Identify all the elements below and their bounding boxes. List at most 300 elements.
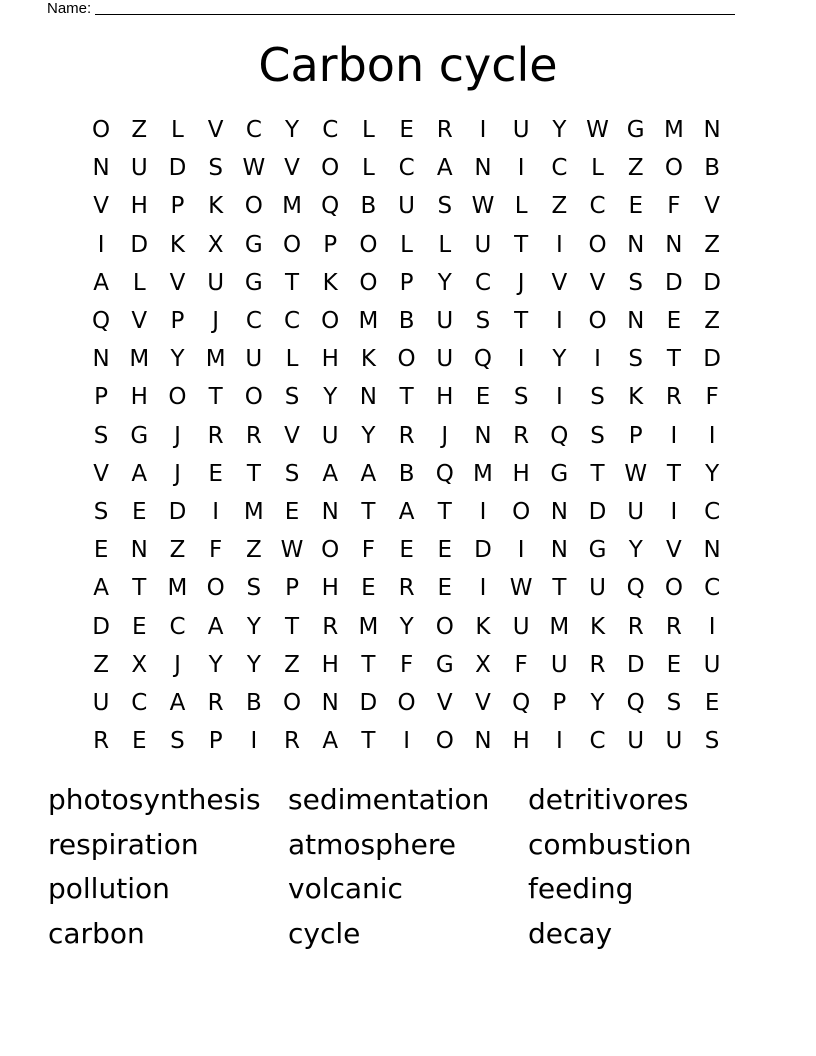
grid-letter[interactable]: E [666, 308, 682, 335]
grid-letter[interactable]: D [703, 346, 721, 373]
grid-letter[interactable]: Z [704, 231, 720, 258]
grid-letter[interactable]: A [360, 460, 377, 487]
grid-letter[interactable]: U [207, 269, 225, 296]
grid-letter[interactable]: M [549, 613, 570, 640]
grid-letter[interactable]: K [360, 346, 376, 373]
grid-letter[interactable]: Y [552, 117, 567, 144]
grid-letter[interactable]: I [403, 728, 410, 755]
grid-letter[interactable]: O [244, 384, 263, 411]
grid-letter[interactable]: Q [626, 689, 645, 716]
grid-letter[interactable]: S [284, 384, 300, 411]
grid-letter[interactable]: G [244, 269, 263, 296]
grid-letter[interactable]: R [207, 422, 224, 449]
grid-letter[interactable]: C [169, 613, 186, 640]
grid-letter[interactable]: Y [323, 384, 338, 411]
grid-letter[interactable]: I [555, 728, 563, 755]
grid-letter[interactable]: J [212, 308, 220, 335]
grid-letter[interactable]: E [628, 193, 643, 220]
grid-letter[interactable]: N [474, 728, 492, 755]
grid-letter[interactable]: L [171, 117, 184, 144]
grid-letter[interactable]: O [435, 613, 454, 640]
grid-letter[interactable]: N [550, 537, 568, 564]
grid-letter[interactable]: U [130, 155, 148, 182]
grid-letter[interactable]: Y [590, 689, 605, 716]
grid-letter[interactable]: V [207, 117, 224, 144]
grid-letter[interactable]: Q [435, 460, 454, 487]
grid-letter[interactable]: U [398, 193, 416, 220]
grid-letter[interactable]: V [436, 689, 453, 716]
grid-letter[interactable]: N [627, 308, 645, 335]
grid-letter[interactable]: V [475, 689, 491, 716]
grid-letter[interactable]: U [627, 498, 645, 525]
grid-letter[interactable]: C [551, 155, 568, 182]
grid-letter[interactable]: O [588, 308, 607, 335]
grid-letter[interactable]: M [205, 346, 226, 373]
grid-letter[interactable]: I [250, 728, 258, 755]
grid-letter[interactable]: Z [551, 193, 568, 220]
grid-letter[interactable]: D [703, 269, 721, 296]
grid-letter[interactable]: W [280, 537, 304, 564]
grid-letter[interactable]: I [555, 308, 563, 335]
grid-letter[interactable]: Q [92, 308, 111, 335]
grid-letter[interactable]: N [665, 231, 683, 258]
grid-letter[interactable]: T [666, 460, 681, 487]
grid-letter[interactable]: G [588, 537, 607, 564]
grid-letter[interactable]: N [359, 384, 378, 411]
grid-letter[interactable]: A [436, 155, 453, 182]
grid-letter[interactable]: U [321, 422, 339, 449]
grid-letter[interactable]: O [664, 155, 683, 182]
grid-letter[interactable]: V [93, 193, 109, 220]
grid-letter[interactable]: S [513, 384, 529, 411]
grid-letter[interactable]: R [627, 613, 644, 640]
grid-letter[interactable]: N [321, 498, 339, 525]
grid-letter[interactable]: B [704, 155, 720, 182]
grid-letter[interactable]: F [209, 537, 223, 564]
grid-letter[interactable]: K [589, 613, 606, 640]
grid-letter[interactable]: B [245, 689, 262, 716]
grid-letter[interactable]: Z [704, 308, 720, 335]
grid-letter[interactable]: Z [284, 651, 300, 678]
grid-letter[interactable]: T [514, 308, 529, 335]
grid-letter[interactable]: H [321, 575, 339, 602]
grid-letter[interactable]: N [474, 422, 492, 449]
grid-letter[interactable]: N [627, 231, 645, 258]
grid-letter[interactable]: K [475, 613, 491, 640]
grid-letter[interactable]: Y [170, 346, 185, 373]
grid-letter[interactable]: N [703, 117, 721, 144]
grid-letter[interactable]: T [666, 346, 681, 373]
grid-letter[interactable]: Q [512, 689, 531, 716]
grid-letter[interactable]: I [708, 613, 716, 640]
grid-letter[interactable]: I [670, 422, 678, 449]
grid-letter[interactable]: T [361, 498, 376, 525]
grid-letter[interactable]: X [207, 231, 224, 258]
grid-letter[interactable]: L [132, 269, 146, 296]
grid-letter[interactable]: T [132, 575, 147, 602]
grid-letter[interactable]: D [474, 537, 492, 564]
grid-letter[interactable]: N [130, 537, 148, 564]
grid-letter[interactable]: R [398, 575, 415, 602]
grid-letter[interactable]: A [169, 689, 186, 716]
grid-letter[interactable]: S [475, 308, 491, 335]
grid-letter[interactable]: B [360, 193, 377, 220]
grid-letter[interactable]: R [398, 422, 415, 449]
grid-letter[interactable]: P [170, 193, 185, 220]
grid-letter[interactable]: C [474, 269, 491, 296]
grid-letter[interactable]: R [513, 422, 530, 449]
grid-letter[interactable]: C [284, 308, 301, 335]
grid-letter[interactable]: H [130, 193, 148, 220]
grid-letter[interactable]: S [437, 193, 453, 220]
grid-letter[interactable]: Z [627, 155, 644, 182]
grid-letter[interactable]: R [322, 613, 339, 640]
grid-letter[interactable]: E [399, 537, 414, 564]
grid-letter[interactable]: D [588, 498, 607, 525]
grid-letter[interactable]: N [703, 537, 721, 564]
grid-letter[interactable]: U [512, 117, 530, 144]
word-list-item: atmosphere [288, 827, 456, 861]
grid-letter[interactable]: V [666, 537, 682, 564]
grid-letter[interactable]: E [132, 728, 147, 755]
grid-letter[interactable]: U [92, 689, 110, 716]
grid-letter[interactable]: T [361, 651, 376, 678]
grid-letter[interactable]: H [130, 384, 148, 411]
grid-letter[interactable]: T [285, 613, 300, 640]
grid-letter[interactable]: C [589, 728, 606, 755]
grid-letter[interactable]: A [322, 460, 339, 487]
word-list-item: pollution [48, 872, 170, 905]
grid-letter[interactable]: O [512, 498, 531, 525]
grid-letter[interactable]: U [474, 231, 492, 258]
grid-letter[interactable]: S [704, 728, 720, 755]
grid-letter[interactable]: M [129, 346, 150, 373]
grid-letter[interactable]: A [322, 728, 339, 755]
grid-letter[interactable]: T [514, 231, 529, 258]
grid-letter[interactable]: D [92, 613, 110, 640]
grid-letter[interactable]: I [479, 498, 487, 525]
grid-letter[interactable]: J [174, 651, 181, 678]
grid-letter[interactable]: I [594, 346, 601, 373]
grid-letter[interactable]: V [284, 155, 300, 182]
grid-letter[interactable]: U [703, 651, 721, 678]
grid-letter[interactable]: D [168, 498, 187, 525]
grid-letter[interactable]: C [131, 689, 148, 716]
grid-letter[interactable]: L [361, 117, 375, 144]
grid-letter[interactable]: E [666, 651, 682, 678]
grid-letter[interactable]: W [509, 575, 533, 602]
grid-letter[interactable]: N [474, 155, 492, 182]
grid-letter[interactable]: U [550, 651, 568, 678]
grid-letter[interactable]: Y [705, 460, 720, 487]
grid-letter[interactable]: S [628, 269, 644, 296]
grid-letter[interactable]: O [282, 689, 302, 716]
grid-letter[interactable]: J [441, 422, 449, 449]
grid-letter[interactable]: M [358, 613, 379, 640]
word-list-item: volcanic [288, 872, 403, 905]
grid-letter[interactable]: O [397, 346, 416, 373]
grid-letter[interactable]: E [132, 498, 147, 525]
grid-letter[interactable]: V [169, 269, 186, 296]
grid-letter[interactable]: X [475, 651, 491, 678]
grid-letter[interactable]: A [207, 613, 224, 640]
grid-letter[interactable]: H [512, 728, 530, 755]
grid-letter[interactable]: Y [285, 117, 300, 144]
grid-letter[interactable]: M [167, 575, 188, 602]
grid-letter[interactable]: G [435, 651, 454, 678]
grid-letter[interactable]: S [93, 498, 109, 525]
grid-letter[interactable]: Y [208, 651, 223, 678]
grid-letter[interactable]: W [586, 117, 609, 144]
grid-letter[interactable]: E [284, 498, 300, 525]
grid-letter[interactable]: K [322, 269, 338, 296]
grid-letter[interactable]: O [321, 537, 340, 564]
grid-letter[interactable]: U [512, 613, 530, 640]
grid-letter[interactable]: P [170, 308, 185, 335]
grid-letter[interactable]: F [514, 651, 528, 678]
grid-letter[interactable]: I [708, 422, 716, 449]
grid-letter[interactable]: S [208, 155, 223, 182]
grid-letter[interactable]: D [130, 231, 149, 258]
grid-letter[interactable]: C [589, 193, 606, 220]
grid-letter[interactable]: V [93, 460, 109, 487]
grid-letter[interactable]: I [479, 575, 487, 602]
grid-letter[interactable]: Y [361, 422, 376, 449]
grid-letter[interactable]: P [323, 231, 338, 258]
grid-letter[interactable]: L [514, 193, 528, 220]
grid-letter[interactable]: E [361, 575, 376, 602]
grid-letter[interactable]: D [168, 155, 187, 182]
grid-letter[interactable]: P [399, 269, 414, 296]
grid-letter[interactable]: C [245, 117, 262, 144]
grid-letter[interactable]: S [246, 575, 262, 602]
grid-letter[interactable]: R [436, 117, 453, 144]
grid-letter[interactable]: L [438, 231, 452, 258]
page-title: Carbon cycle [258, 38, 558, 92]
grid-letter[interactable]: Q [626, 575, 645, 602]
grid-letter[interactable]: H [321, 346, 339, 373]
grid-letter[interactable]: O [359, 231, 378, 258]
grid-letter[interactable]: H [321, 651, 339, 678]
grid-letter[interactable]: T [246, 460, 261, 487]
grid-letter[interactable]: M [243, 498, 264, 525]
grid-letter[interactable]: T [208, 384, 223, 411]
grid-letter[interactable]: O [168, 384, 187, 411]
grid-letter[interactable]: L [591, 155, 604, 182]
grid-letter[interactable]: O [206, 575, 225, 602]
grid-letter[interactable]: E [437, 537, 453, 564]
grid-letter[interactable]: I [517, 346, 525, 373]
grid-letter[interactable]: K [208, 193, 224, 220]
grid-letter[interactable]: J [517, 269, 525, 296]
grid-letter[interactable]: G [550, 460, 569, 487]
grid-letter[interactable]: R [245, 422, 262, 449]
grid-letter[interactable]: V [704, 193, 720, 220]
grid-letter[interactable]: I [97, 231, 105, 258]
grid-letter[interactable]: B [398, 460, 415, 487]
grid-letter[interactable]: C [245, 308, 262, 335]
grid-letter[interactable]: F [399, 651, 414, 678]
grid-letter[interactable]: M [282, 193, 302, 220]
grid-letter[interactable]: Z [131, 117, 148, 144]
grid-letter[interactable]: I [670, 498, 678, 525]
grid-letter[interactable]: O [282, 231, 302, 258]
grid-letter[interactable]: S [93, 422, 109, 449]
grid-letter[interactable]: O [321, 155, 340, 182]
grid-letter[interactable]: A [93, 575, 109, 602]
grid-letter[interactable]: E [93, 537, 109, 564]
grid-letter[interactable]: P [285, 575, 299, 602]
grid-letter[interactable]: V [589, 269, 606, 296]
grid-letter[interactable]: U [589, 575, 606, 602]
grid-letter[interactable]: V [284, 422, 300, 449]
grid-letter[interactable]: T [590, 460, 605, 487]
grid-letter[interactable]: O [92, 117, 111, 144]
grid-letter[interactable]: Q [321, 193, 340, 220]
grid-letter[interactable]: J [174, 460, 181, 487]
grid-letter[interactable]: Y [437, 269, 452, 296]
grid-letter[interactable]: P [208, 728, 223, 755]
word-list-item: carbon [48, 916, 145, 950]
grid-letter[interactable]: I [212, 498, 220, 525]
grid-letter[interactable]: V [131, 308, 148, 335]
grid-letter[interactable]: O [244, 193, 263, 220]
grid-letter[interactable]: U [665, 728, 683, 755]
grid-letter[interactable]: O [397, 689, 416, 716]
grid-letter[interactable]: T [399, 384, 414, 411]
grid-letter[interactable]: S [628, 346, 644, 373]
grid-letter[interactable]: T [437, 498, 452, 525]
grid-letter[interactable]: D [359, 689, 378, 716]
grid-letter[interactable]: E [437, 575, 453, 602]
grid-letter[interactable]: C [398, 155, 415, 182]
grid-letter[interactable]: Q [473, 346, 493, 373]
grid-letter[interactable]: R [284, 728, 301, 755]
grid-letter[interactable]: O [664, 575, 683, 602]
grid-letter[interactable]: A [131, 460, 148, 487]
grid-letter[interactable]: S [666, 689, 682, 716]
grid-letter[interactable]: K [169, 231, 186, 258]
grid-letter[interactable]: S [284, 460, 300, 487]
grid-letter[interactable]: U [245, 346, 263, 373]
grid-letter[interactable]: U [627, 728, 645, 755]
grid-letter[interactable]: L [285, 346, 299, 373]
grid-letter[interactable]: R [93, 728, 110, 755]
grid-letter[interactable]: D [626, 651, 645, 678]
word-list-item: respiration [48, 827, 199, 861]
grid-letter[interactable]: T [285, 269, 300, 296]
grid-letter[interactable]: Y [246, 613, 261, 640]
grid-letter[interactable]: C [704, 575, 721, 602]
grid-letter[interactable]: N [321, 689, 339, 716]
grid-letter[interactable]: R [665, 384, 682, 411]
grid-letter[interactable]: D [665, 269, 683, 296]
grid-letter[interactable]: M [473, 460, 493, 487]
grid-letter[interactable]: T [361, 728, 376, 755]
grid-letter[interactable]: W [624, 460, 648, 487]
grid-letter[interactable]: O [588, 231, 607, 258]
grid-letter[interactable]: S [590, 422, 605, 449]
grid-letter[interactable]: Y [628, 537, 643, 564]
grid-letter[interactable]: U [436, 308, 454, 335]
grid-letter[interactable]: I [555, 384, 563, 411]
grid-letter[interactable]: R [207, 689, 224, 716]
grid-letter[interactable]: E [704, 689, 720, 716]
grid-letter[interactable]: E [475, 384, 491, 411]
grid-letter[interactable]: R [665, 613, 682, 640]
grid-letter[interactable]: N [550, 498, 568, 525]
grid-letter[interactable]: L [400, 231, 413, 258]
grid-letter[interactable]: E [208, 460, 223, 487]
grid-letter[interactable]: C [704, 498, 721, 525]
grid-letter[interactable]: G [130, 422, 149, 449]
grid-letter[interactable]: S [590, 384, 605, 411]
grid-letter[interactable]: O [321, 308, 340, 335]
grid-letter[interactable]: N [92, 346, 110, 373]
grid-letter[interactable]: I [517, 155, 525, 182]
word-list-item: sedimentation [288, 783, 490, 816]
grid-letter[interactable]: A [93, 269, 109, 296]
grid-letter[interactable]: Y [246, 651, 261, 678]
grid-letter[interactable]: E [399, 117, 414, 144]
grid-letter[interactable]: C [322, 117, 339, 144]
grid-letter[interactable]: M [663, 117, 684, 144]
grid-letter[interactable]: F [667, 193, 681, 220]
grid-letter[interactable]: I [517, 537, 525, 564]
grid-letter[interactable]: P [628, 422, 643, 449]
name-label: Name: [47, 0, 92, 17]
grid-letter[interactable]: Q [550, 422, 569, 449]
grid-letter[interactable]: H [512, 460, 530, 487]
grid-letter[interactable]: K [628, 384, 644, 411]
grid-letter[interactable]: U [436, 346, 454, 373]
grid-letter[interactable]: Z [245, 537, 262, 564]
grid-letter[interactable]: X [131, 651, 148, 678]
grid-letter[interactable]: I [555, 231, 563, 258]
grid-letter[interactable]: T [552, 575, 567, 602]
grid-letter[interactable]: P [552, 689, 567, 716]
grid-letter[interactable]: I [479, 117, 487, 144]
grid-letter[interactable]: W [242, 155, 266, 182]
word-list [48, 778, 768, 956]
grid-letter[interactable]: B [398, 308, 415, 335]
grid-letter[interactable]: Z [93, 651, 109, 678]
grid-letter[interactable]: J [174, 422, 181, 449]
grid-letter[interactable]: O [359, 269, 378, 296]
grid-letter[interactable]: W [471, 193, 495, 220]
grid-letter[interactable]: S [170, 728, 185, 755]
grid-letter[interactable]: F [361, 537, 376, 564]
grid-letter[interactable]: Y [552, 346, 567, 373]
grid-letter[interactable]: Z [169, 537, 186, 564]
grid-letter[interactable]: M [358, 308, 379, 335]
grid-letter[interactable]: V [551, 269, 568, 296]
grid-letter[interactable]: A [398, 498, 415, 525]
word-list-item: decay [528, 916, 613, 950]
grid-letter[interactable]: F [705, 384, 719, 411]
grid-letter[interactable]: G [626, 117, 645, 144]
grid-letter[interactable]: Y [399, 613, 414, 640]
grid-letter[interactable]: L [361, 155, 375, 182]
grid-letter[interactable]: P [94, 384, 109, 411]
grid-letter[interactable]: G [244, 231, 263, 258]
grid-letter[interactable]: H [436, 384, 454, 411]
name-underline[interactable] [95, 14, 735, 15]
grid-letter[interactable]: E [132, 613, 147, 640]
grid-letter[interactable]: N [92, 155, 110, 182]
grid-letter[interactable]: R [589, 651, 606, 678]
grid-letter[interactable]: O [435, 728, 454, 755]
